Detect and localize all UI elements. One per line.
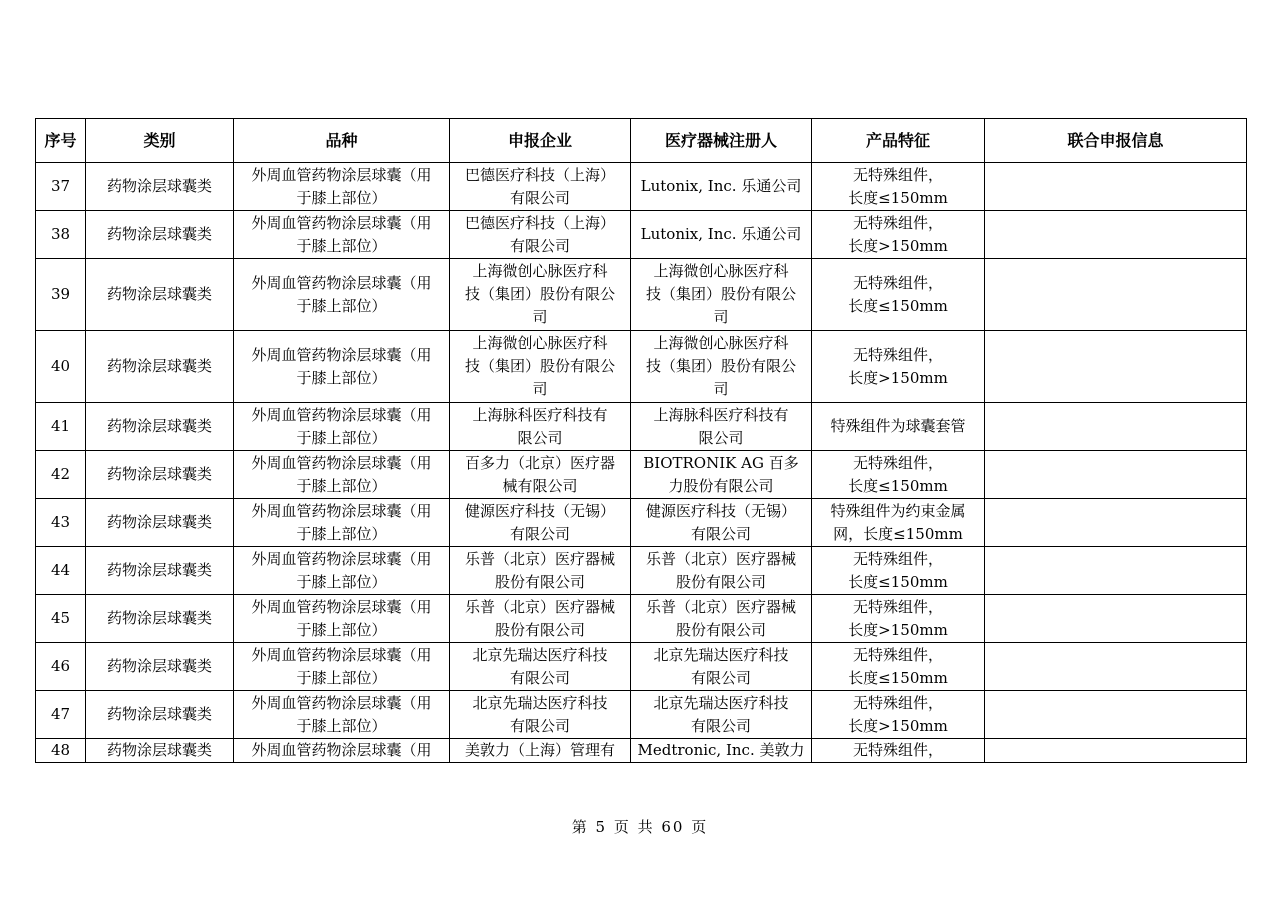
cell-registrant [631,331,812,403]
table-row [36,163,1247,211]
cell-feature-text: 无特殊组件， 长度≤150mm [848,645,948,687]
table-header-row [36,119,1247,163]
table-row [36,331,1247,403]
cell-joint-info [985,691,1247,739]
cell-joint-info [985,211,1247,259]
cell-category [86,331,234,403]
header-category: 类别 [86,119,234,163]
cell-no-text: 43 [50,513,71,531]
cell-feature-text: 无特殊组件， [852,741,943,759]
cell-no [36,739,86,763]
cell-applicant-text: 百多力（北京）医疗器 械有限公司 [464,453,615,495]
cell-no-text: 46 [50,657,71,675]
cell-registrant-text: 健源医疗科技（无锡） 有限公司 [645,501,796,543]
cell-applicant [450,331,631,403]
cell-registrant [631,403,812,451]
cell-joint-info [985,739,1247,763]
cell-no [36,595,86,643]
cell-variety [234,163,450,211]
cell-feature [812,163,985,211]
cell-applicant [450,259,631,331]
table-row [36,595,1247,643]
cell-no-text: 40 [50,357,71,375]
cell-variety [234,739,450,763]
cell-category [86,211,234,259]
cell-registrant-text: Medtronic, Inc. 美敦力 [637,741,805,759]
cell-category [86,499,234,547]
cell-joint-info [985,547,1247,595]
table-row [36,691,1247,739]
cell-feature [812,451,985,499]
table-body [36,163,1247,763]
cell-applicant-text: 上海脉科医疗科技有 限公司 [472,405,608,447]
cell-registrant [631,451,812,499]
cell-registrant-text: BIOTRONIK AG 百多 力股份有限公司 [643,453,799,495]
cell-category [86,643,234,691]
cell-registrant-text: 乐普（北京）医疗器械 股份有限公司 [645,597,796,639]
cell-joint-info [985,259,1247,331]
header-no: 序号 [36,119,86,163]
cell-category-text: 药物涂层球囊类 [106,357,212,375]
header-joint-info: 联合申报信息 [985,119,1247,163]
cell-applicant-text: 乐普（北京）医疗器械 股份有限公司 [464,549,615,591]
cell-no-text: 48 [50,741,71,759]
cell-applicant [450,595,631,643]
cell-variety [234,403,450,451]
table-row [36,403,1247,451]
cell-category [86,163,234,211]
cell-feature [812,547,985,595]
cell-applicant [450,739,631,763]
cell-category [86,739,234,763]
cell-category-text: 药物涂层球囊类 [106,741,212,759]
cell-joint-info [985,451,1247,499]
cell-variety [234,595,450,643]
cell-applicant-text: 上海微创心脉医疗科 技（集团）股份有限公 司 [464,262,615,326]
cell-registrant-text: 北京先瑞达医疗科技 有限公司 [653,645,789,687]
cell-applicant [450,547,631,595]
table-row [36,259,1247,331]
cell-variety [234,499,450,547]
header-registrant: 医疗器械注册人 [631,119,812,163]
cell-category [86,403,234,451]
cell-feature [812,403,985,451]
cell-feature-text: 特殊组件为约束金属 网，长度≤150mm [830,501,966,543]
cell-no-text: 42 [50,465,71,483]
cell-no-text: 37 [50,177,71,195]
cell-registrant-text: 北京先瑞达医疗科技 有限公司 [653,693,789,735]
cell-registrant [631,499,812,547]
cell-category-text: 药物涂层球囊类 [106,417,212,435]
cell-no [36,643,86,691]
cell-variety-text: 外周血管药物涂层球囊（用 [251,741,432,759]
page-number: 第 5 页 共 60 页 [571,818,709,836]
cell-joint-info [985,643,1247,691]
cell-category-text: 药物涂层球囊类 [106,609,212,627]
cell-feature [812,211,985,259]
cell-joint-info [985,595,1247,643]
cell-variety-text: 外周血管药物涂层球囊（用 于膝上部位） [251,501,432,543]
cell-no-text: 39 [50,285,71,303]
registration-table [35,118,1247,763]
cell-variety [234,211,450,259]
table-row [36,451,1247,499]
cell-no-text: 47 [50,705,71,723]
cell-no [36,163,86,211]
cell-category-text: 药物涂层球囊类 [106,465,212,483]
cell-registrant [631,595,812,643]
cell-registrant [631,259,812,331]
cell-applicant-text: 北京先瑞达医疗科技 有限公司 [472,693,608,735]
table-row [36,643,1247,691]
cell-feature-text: 无特殊组件， 长度>150mm [848,693,948,735]
table-row [36,739,1247,763]
cell-feature-text: 无特殊组件， 长度>150mm [848,597,948,639]
cell-joint-info [985,499,1247,547]
cell-variety-text: 外周血管药物涂层球囊（用 于膝上部位） [251,273,432,315]
cell-applicant-text: 巴德医疗科技（上海） 有限公司 [464,165,615,207]
cell-feature [812,595,985,643]
header-applicant: 申报企业 [450,119,631,163]
cell-variety-text: 外周血管药物涂层球囊（用 于膝上部位） [251,345,432,387]
cell-category-text: 药物涂层球囊类 [106,705,212,723]
cell-applicant-text: 上海微创心脉医疗科 技（集团）股份有限公 司 [464,334,615,398]
cell-variety [234,643,450,691]
cell-joint-info [985,163,1247,211]
cell-feature [812,499,985,547]
header-feature: 产品特征 [812,119,985,163]
cell-variety-text: 外周血管药物涂层球囊（用 于膝上部位） [251,597,432,639]
cell-applicant [450,499,631,547]
cell-registrant-text: 乐普（北京）医疗器械 股份有限公司 [645,549,796,591]
cell-registrant [631,739,812,763]
cell-feature [812,259,985,331]
cell-registrant-text: 上海脉科医疗科技有 限公司 [653,405,789,447]
cell-feature-text: 无特殊组件， 长度≤150mm [848,549,948,591]
cell-registrant-text: 上海微创心脉医疗科 技（集团）股份有限公 司 [645,334,796,398]
cell-registrant [631,643,812,691]
cell-feature-text: 无特殊组件， 长度>150mm [848,213,948,255]
cell-no [36,451,86,499]
cell-no [36,211,86,259]
cell-category [86,451,234,499]
cell-registrant [631,211,812,259]
cell-variety [234,451,450,499]
cell-category-text: 药物涂层球囊类 [106,177,212,195]
cell-feature [812,739,985,763]
cell-feature-text: 无特殊组件， 长度≤150mm [848,453,948,495]
cell-registrant-text: 上海微创心脉医疗科 技（集团）股份有限公 司 [645,262,796,326]
cell-category [86,691,234,739]
cell-variety-text: 外周血管药物涂层球囊（用 于膝上部位） [251,405,432,447]
cell-applicant-text: 巴德医疗科技（上海） 有限公司 [464,213,615,255]
cell-variety-text: 外周血管药物涂层球囊（用 于膝上部位） [251,213,432,255]
cell-variety-text: 外周血管药物涂层球囊（用 于膝上部位） [251,693,432,735]
cell-category [86,547,234,595]
cell-variety [234,691,450,739]
cell-no [36,547,86,595]
cell-category-text: 药物涂层球囊类 [106,285,212,303]
cell-registrant [631,691,812,739]
cell-category-text: 药物涂层球囊类 [106,561,212,579]
cell-feature [812,691,985,739]
cell-no-text: 44 [50,561,71,579]
cell-registrant-text: Lutonix, Inc. 乐通公司 [640,177,802,195]
table-row [36,547,1247,595]
table-row [36,499,1247,547]
cell-no-text: 45 [50,609,71,627]
cell-registrant-text: Lutonix, Inc. 乐通公司 [640,225,802,243]
cell-variety [234,547,450,595]
cell-variety-text: 外周血管药物涂层球囊（用 于膝上部位） [251,549,432,591]
table-row [36,211,1247,259]
header-variety: 品种 [234,119,450,163]
cell-no-text: 38 [50,225,71,243]
cell-no-text: 41 [50,417,71,435]
cell-feature-text: 特殊组件为球囊套管 [830,417,966,435]
cell-no [36,331,86,403]
cell-feature [812,331,985,403]
cell-applicant-text: 美敦力（上海）管理有 [464,741,615,759]
cell-variety [234,259,450,331]
cell-applicant [450,643,631,691]
cell-variety-text: 外周血管药物涂层球囊（用 于膝上部位） [251,453,432,495]
cell-applicant [450,691,631,739]
cell-feature-text: 无特殊组件， 长度>150mm [848,345,948,387]
cell-feature-text: 无特殊组件， 长度≤150mm [848,165,948,207]
cell-no [36,403,86,451]
cell-joint-info [985,403,1247,451]
cell-category-text: 药物涂层球囊类 [106,513,212,531]
cell-variety [234,331,450,403]
cell-applicant [450,211,631,259]
cell-applicant-text: 健源医疗科技（无锡） 有限公司 [464,501,615,543]
cell-applicant-text: 乐普（北京）医疗器械 股份有限公司 [464,597,615,639]
cell-category [86,595,234,643]
cell-feature [812,643,985,691]
cell-applicant [450,403,631,451]
cell-no [36,259,86,331]
cell-no [36,691,86,739]
cell-no [36,499,86,547]
cell-variety-text: 外周血管药物涂层球囊（用 于膝上部位） [251,645,432,687]
cell-applicant-text: 北京先瑞达医疗科技 有限公司 [472,645,608,687]
cell-registrant [631,163,812,211]
cell-joint-info [985,331,1247,403]
cell-variety-text: 外周血管药物涂层球囊（用 于膝上部位） [251,165,432,207]
cell-category-text: 药物涂层球囊类 [106,657,212,675]
cell-category [86,259,234,331]
cell-applicant [450,163,631,211]
cell-applicant [450,451,631,499]
cell-category-text: 药物涂层球囊类 [106,225,212,243]
cell-registrant [631,547,812,595]
cell-feature-text: 无特殊组件， 长度≤150mm [848,273,948,315]
